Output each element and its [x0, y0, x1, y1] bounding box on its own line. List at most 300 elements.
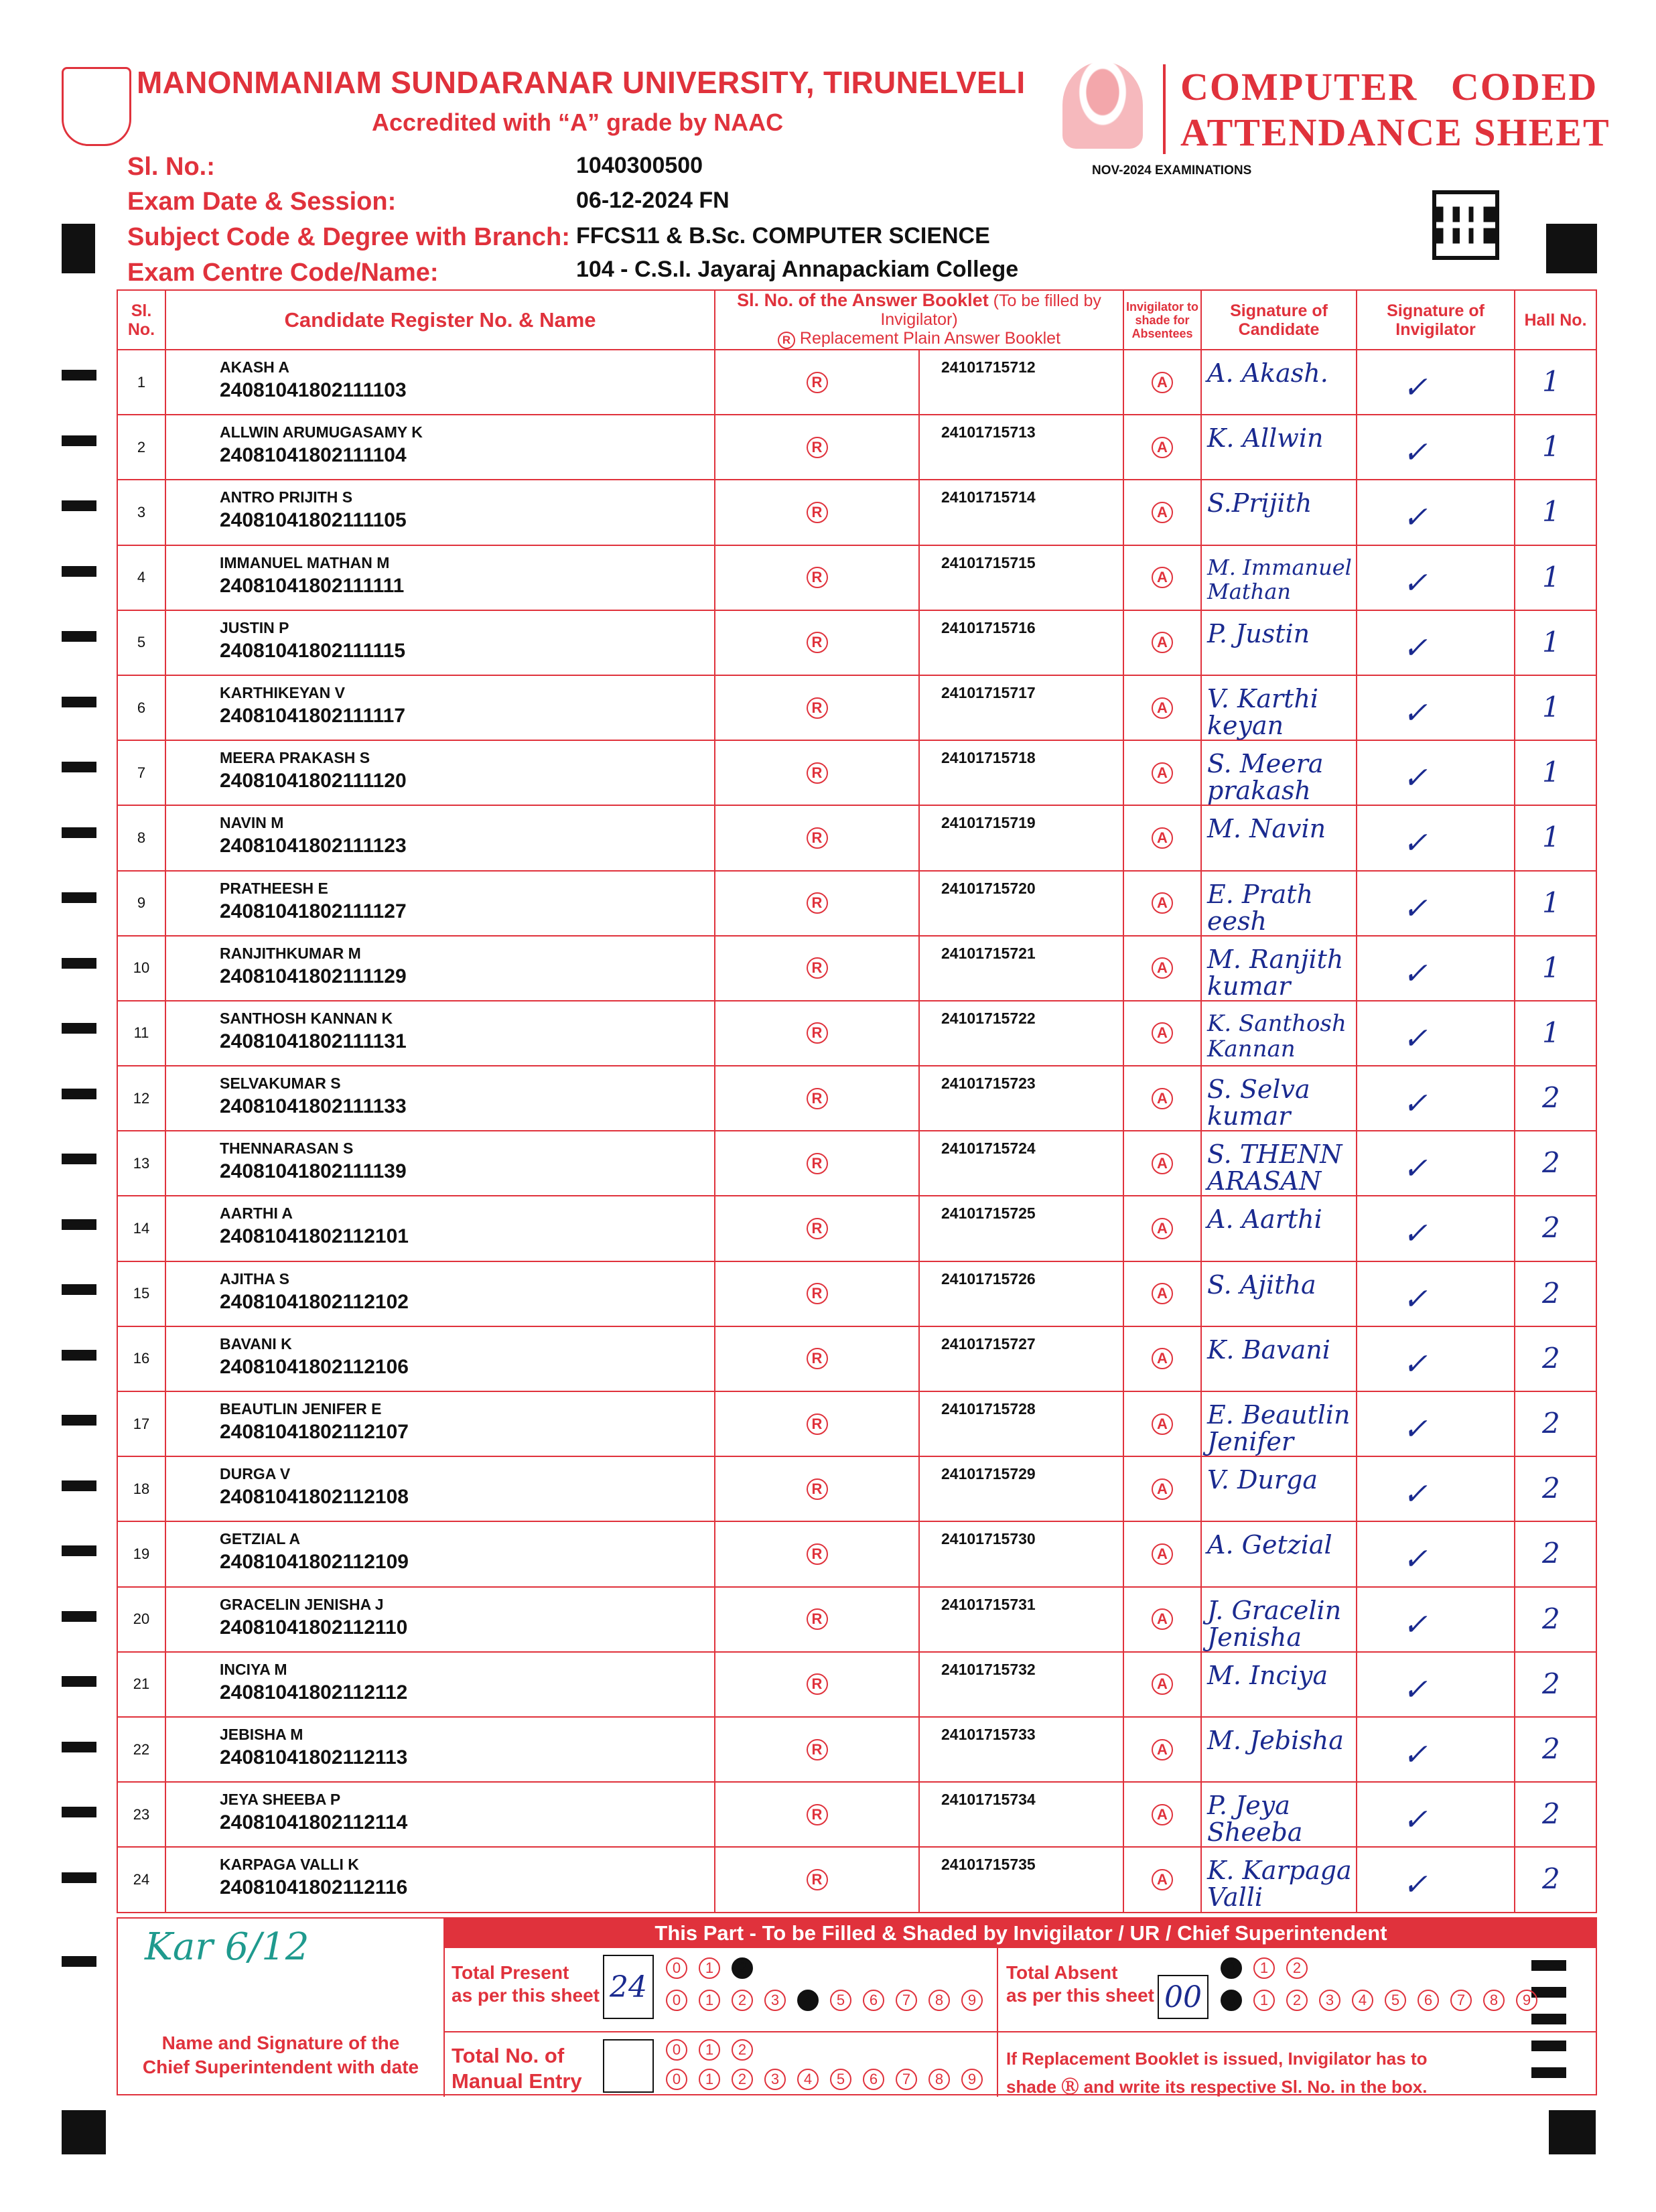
digit-bubble[interactable]: 5 — [1385, 1990, 1406, 2011]
row-absent[interactable] — [1123, 1066, 1201, 1131]
row-replacement[interactable] — [715, 1001, 919, 1066]
timing-mark — [62, 1284, 96, 1295]
row-replacement[interactable] — [715, 545, 919, 610]
row-hall — [1515, 415, 1596, 480]
row-sl: 20 — [117, 1587, 165, 1652]
candidate-signature: A. Getzial — [1207, 1530, 1332, 1560]
candidate-name: BEAUTLIN JENIFER E — [220, 1400, 382, 1418]
replacement-bubble[interactable]: R — [807, 1218, 828, 1239]
row-replacement[interactable] — [715, 1782, 919, 1847]
absent-bubble[interactable]: A — [1152, 1088, 1173, 1109]
digit-bubble[interactable]: 8 — [1483, 1990, 1505, 2011]
replacement-note-1: If Replacement Booklet is issued, Invigilator has to — [1006, 2049, 1428, 2069]
replacement-bubble[interactable]: R — [807, 1088, 828, 1109]
row-candidate-signature — [1201, 675, 1357, 740]
manual-tens-bubbles[interactable] — [666, 2039, 764, 2061]
timing-mark — [62, 1154, 96, 1164]
row-sl: 12 — [117, 1066, 165, 1131]
digit-bubble[interactable]: 3 — [764, 2069, 786, 2090]
row-sl: 3 — [117, 480, 165, 545]
row-replacement[interactable] — [715, 1391, 919, 1456]
row-replacement[interactable] — [715, 1847, 919, 1912]
col-sl: Sl. No. — [117, 290, 165, 350]
row-replacement[interactable] — [715, 480, 919, 545]
exam-date-value: 06-12-2024 FN — [576, 188, 730, 213]
digit-bubble[interactable]: 1 — [699, 1957, 720, 1979]
booklet-number: 24101715734 — [919, 1782, 1123, 1847]
row-absent[interactable] — [1123, 1326, 1201, 1391]
register-number: 24081041802111127 — [220, 900, 407, 922]
total-absent-label — [1006, 1961, 1154, 2007]
digit-bubble[interactable]: 1 — [1253, 1957, 1275, 1979]
table-row — [117, 1782, 1596, 1847]
hall-number: 1 — [1542, 886, 1560, 919]
timing-mark — [62, 958, 96, 969]
digit-bubble[interactable]: 1 — [1253, 1990, 1275, 2011]
row-sl: 1 — [117, 350, 165, 415]
digit-bubble[interactable]: 4 — [1352, 1990, 1373, 2011]
university-name: MANONMANIAM SUNDARANAR UNIVERSITY, TIRUNELVELI — [137, 65, 1026, 100]
absent-bubble[interactable]: A — [1152, 1608, 1173, 1630]
replacement-bubble[interactable]: R — [807, 1673, 828, 1695]
invigilator-signature: ✓ — [1403, 1412, 1428, 1446]
digit-bubble[interactable]: 1 — [699, 1990, 720, 2011]
candidate-signature: V. Durga — [1207, 1465, 1318, 1495]
row-replacement[interactable] — [715, 740, 919, 805]
booklet-number: 24101715719 — [919, 805, 1123, 870]
total-present-box[interactable]: 24 — [603, 1955, 654, 2019]
row-replacement[interactable] — [715, 805, 919, 870]
digit-bubble[interactable]: 3 — [1319, 1990, 1340, 2011]
header-divider — [1163, 64, 1166, 154]
row-absent[interactable] — [1123, 936, 1201, 1001]
absent-tens-bubbles[interactable] — [1221, 1957, 1319, 1979]
timing-mark — [62, 1956, 96, 1967]
absent-bubble[interactable]: A — [1152, 1739, 1173, 1760]
absent-bubble[interactable]: A — [1152, 957, 1173, 979]
replacement-bubble[interactable]: R — [807, 1804, 828, 1825]
absent-bubble[interactable]: A — [1152, 567, 1173, 588]
col-booklet-main: Sl. No. of the Answer Booklet — [737, 290, 989, 310]
digit-bubble[interactable]: 8 — [928, 1990, 950, 2011]
booklet-number: 24101715717 — [919, 675, 1123, 740]
digit-bubble[interactable]: 0 — [666, 1957, 687, 1979]
booklet-number: 24101715726 — [919, 1261, 1123, 1326]
exam-note: NOV-2024 EXAMINATIONS — [1092, 163, 1252, 178]
row-absent[interactable] — [1123, 871, 1201, 936]
replacement-bubble[interactable]: R — [807, 1283, 828, 1304]
exam-date-label: Exam Date & Session: — [127, 188, 397, 216]
row-replacement[interactable] — [715, 610, 919, 675]
digit-bubble[interactable]: 1 — [699, 2039, 720, 2061]
replacement-bubble[interactable]: R — [807, 762, 828, 784]
candidate-name: JEYA SHEEBA P — [220, 1791, 341, 1809]
digit-bubble[interactable]: 1 — [699, 2069, 720, 2090]
register-number: 24081041802111131 — [220, 1030, 407, 1052]
row-replacement[interactable] — [715, 1261, 919, 1326]
absent-bubble[interactable]: A — [1152, 762, 1173, 784]
replacement-bubble[interactable]: R — [807, 957, 828, 979]
row-sl: 14 — [117, 1196, 165, 1261]
row-hall — [1515, 1391, 1596, 1456]
row-sl: 18 — [117, 1456, 165, 1521]
centre-label: Exam Centre Code/Name: — [127, 259, 439, 287]
candidate-name: AKASH A — [220, 358, 289, 376]
table-row — [117, 871, 1596, 936]
row-absent[interactable] — [1123, 1587, 1201, 1652]
hall-number: 1 — [1542, 1016, 1560, 1049]
booklet-number: 24101715728 — [919, 1391, 1123, 1456]
row-replacement[interactable] — [715, 415, 919, 480]
row-absent[interactable] — [1123, 350, 1201, 415]
accreditation-text: Accredited with “A” grade by NAAC — [372, 109, 784, 136]
row-hall — [1515, 610, 1596, 675]
digit-bubble[interactable]: 6 — [1418, 1990, 1439, 2011]
timing-mark — [62, 1742, 96, 1752]
digit-bubble[interactable]: 0 — [666, 2039, 687, 2061]
booklet-number: 24101715722 — [919, 1001, 1123, 1066]
row-absent[interactable] — [1123, 740, 1201, 805]
digit-bubble[interactable]: 0 — [666, 2069, 687, 2090]
digit-bubble[interactable]: 3 — [764, 1990, 786, 2011]
replacement-bubble[interactable]: R — [807, 1022, 828, 1044]
hall-number: 2 — [1542, 1276, 1560, 1310]
row-replacement[interactable] — [715, 675, 919, 740]
row-invigilator-signature — [1357, 1261, 1515, 1326]
row-absent[interactable] — [1123, 1521, 1201, 1586]
row-candidate — [165, 740, 715, 805]
booklet-number: 24101715713 — [919, 415, 1123, 480]
row-invigilator-signature — [1357, 1391, 1515, 1456]
invigilator-signature: ✓ — [1403, 565, 1428, 600]
booklet-number: 24101715716 — [919, 610, 1123, 675]
digit-bubble[interactable]: 7 — [1450, 1990, 1472, 2011]
row-candidate-signature — [1201, 1847, 1357, 1912]
replacement-bubble[interactable]: R — [807, 437, 828, 458]
row-replacement[interactable] — [715, 1652, 919, 1717]
replacement-bubble[interactable]: R — [807, 1413, 828, 1435]
row-hall — [1515, 675, 1596, 740]
absent-bubble[interactable]: A — [1152, 1478, 1173, 1500]
table-row — [117, 610, 1596, 675]
row-replacement[interactable] — [715, 1326, 919, 1391]
absent-bubble[interactable]: A — [1152, 1543, 1173, 1565]
row-replacement[interactable] — [715, 1456, 919, 1521]
chief-label-line-1: Name and Signature of the — [161, 2032, 400, 2053]
row-absent[interactable] — [1123, 480, 1201, 545]
row-candidate-signature — [1201, 1001, 1357, 1066]
absent-bubble[interactable]: A — [1152, 1022, 1173, 1044]
table-row — [117, 1001, 1596, 1066]
booklet-number: 24101715735 — [919, 1847, 1123, 1912]
candidate-name: SANTHOSH KANNAN K — [220, 1009, 393, 1027]
row-candidate — [165, 1131, 715, 1196]
row-replacement[interactable] — [715, 1066, 919, 1131]
invigilator-signature: ✓ — [1403, 1152, 1428, 1186]
table-row — [117, 1066, 1596, 1131]
row-candidate-signature — [1201, 1587, 1357, 1652]
timing-mark — [62, 1807, 96, 1817]
attendance-table — [117, 289, 1597, 1913]
register-number: 24081041802111104 — [220, 444, 407, 467]
row-absent[interactable] — [1123, 1261, 1201, 1326]
row-sl: 6 — [117, 675, 165, 740]
candidate-signature: S. Ajitha — [1207, 1269, 1316, 1300]
digit-bubble[interactable]: 4 — [797, 1990, 819, 2011]
row-candidate-signature — [1201, 740, 1357, 805]
row-absent[interactable] — [1123, 1652, 1201, 1717]
timing-mark — [62, 1089, 96, 1099]
digit-bubble[interactable]: 7 — [896, 1990, 917, 2011]
table-row — [117, 740, 1596, 805]
replacement-bubble[interactable]: R — [807, 567, 828, 588]
total-absent-box[interactable]: 00 — [1158, 1975, 1209, 2019]
register-number: 24081041802111129 — [220, 965, 407, 987]
digit-bubble[interactable]: 7 — [896, 2069, 917, 2090]
row-sl: 7 — [117, 740, 165, 805]
absent-bubble[interactable]: A — [1152, 1153, 1173, 1174]
hall-number: 1 — [1542, 495, 1560, 529]
absent-bubble[interactable]: A — [1152, 1348, 1173, 1369]
row-absent[interactable] — [1123, 610, 1201, 675]
row-sl: 19 — [117, 1521, 165, 1586]
timing-mark — [62, 370, 96, 381]
absent-unit-bubbles[interactable] — [1221, 1990, 1549, 2011]
row-candidate-signature — [1201, 415, 1357, 480]
timing-mark — [62, 566, 96, 577]
invigilator-signature: ✓ — [1403, 956, 1428, 991]
row-hall — [1515, 805, 1596, 870]
row-candidate-signature — [1201, 1652, 1357, 1717]
candidate-signature: S. Selva kumar — [1207, 1075, 1310, 1131]
digit-bubble[interactable]: 2 — [1286, 1990, 1308, 2011]
absent-bubble[interactable]: A — [1152, 1413, 1173, 1435]
row-candidate — [165, 675, 715, 740]
absent-bubble[interactable]: A — [1152, 892, 1173, 914]
digit-bubble[interactable]: 0 — [666, 1990, 687, 2011]
manual-unit-bubbles[interactable] — [666, 2069, 994, 2090]
absent-bubble[interactable]: A — [1152, 697, 1173, 719]
replacement-bubble[interactable]: R — [807, 1869, 828, 1890]
row-candidate — [165, 1391, 715, 1456]
row-candidate — [165, 610, 715, 675]
timing-mark — [62, 1415, 96, 1426]
absent-bubble[interactable]: A — [1152, 502, 1173, 523]
invigilator-signature: ✓ — [1403, 1021, 1428, 1056]
total-present-label — [452, 1961, 600, 2007]
hall-number: 2 — [1542, 1797, 1560, 1831]
table-row — [117, 1456, 1596, 1521]
qr-code — [1432, 190, 1499, 260]
invigilator-signature: ✓ — [1403, 1868, 1428, 1903]
row-sl: 13 — [117, 1131, 165, 1196]
digit-bubble[interactable]: 6 — [863, 2069, 884, 2090]
digit-bubble[interactable]: 5 — [830, 1990, 851, 2011]
candidate-signature: P. Jeya Sheeba — [1207, 1791, 1303, 1848]
table-row — [117, 1521, 1596, 1586]
register-number: 24081041802111139 — [220, 1160, 407, 1183]
row-sl: 8 — [117, 805, 165, 870]
manual-entry-box[interactable] — [603, 2039, 654, 2093]
row-candidate-signature — [1201, 1456, 1357, 1521]
register-number: 24081041802111123 — [220, 835, 407, 857]
absent-bubble[interactable]: A — [1152, 1283, 1173, 1304]
digit-bubble[interactable]: 2 — [732, 1990, 753, 2011]
digit-bubble[interactable]: 2 — [1286, 1957, 1308, 1979]
row-replacement[interactable] — [715, 1196, 919, 1261]
row-sl: 16 — [117, 1326, 165, 1391]
r-bubble-icon: R — [778, 332, 795, 349]
replacement-bubble[interactable]: R — [807, 1543, 828, 1565]
absent-bubble[interactable]: A — [1152, 1218, 1173, 1239]
table-header-row — [117, 290, 1596, 350]
row-replacement[interactable] — [715, 1521, 919, 1586]
col-absent: Invigilator to shade for Absentees — [1123, 290, 1201, 350]
col-booklet-sub: Replacement Plain Answer Booklet — [799, 329, 1061, 348]
row-absent[interactable] — [1123, 805, 1201, 870]
hall-number: 2 — [1542, 1602, 1560, 1635]
candidate-signature: A. Akash. — [1207, 358, 1328, 388]
replacement-bubble[interactable]: R — [807, 1739, 828, 1760]
row-absent[interactable] — [1123, 1391, 1201, 1456]
row-candidate — [165, 545, 715, 610]
col-booklet — [715, 290, 1123, 350]
row-replacement[interactable] — [715, 871, 919, 936]
absent-bubble[interactable]: A — [1152, 437, 1173, 458]
digit-bubble[interactable]: 2 — [732, 1957, 753, 1979]
invigilator-signature: ✓ — [1403, 1346, 1428, 1381]
row-candidate — [165, 936, 715, 1001]
founder-portrait — [1062, 62, 1143, 149]
register-number: 24081041802112102 — [220, 1290, 409, 1313]
digit-bubble[interactable]: 2 — [732, 2039, 753, 2061]
present-tens-bubbles[interactable] — [666, 1957, 764, 1979]
row-hall — [1515, 1587, 1596, 1652]
row-sl: 23 — [117, 1782, 165, 1847]
digit-bubble[interactable]: 5 — [830, 2069, 851, 2090]
hall-number: 2 — [1542, 1667, 1560, 1700]
replacement-bubble[interactable]: R — [807, 827, 828, 849]
absent-bubble[interactable]: A — [1152, 372, 1173, 393]
absent-bubble[interactable]: A — [1152, 827, 1173, 849]
replacement-bubble[interactable]: R — [807, 1608, 828, 1630]
absent-bubble[interactable]: A — [1152, 1673, 1173, 1695]
timing-mark — [62, 631, 96, 642]
row-hall — [1515, 871, 1596, 936]
row-invigilator-signature — [1357, 480, 1515, 545]
absent-bubble[interactable]: A — [1152, 1869, 1173, 1890]
candidate-signature: S. THENN ARASAN — [1207, 1139, 1342, 1196]
replacement-bubble[interactable]: R — [807, 632, 828, 653]
row-candidate — [165, 1717, 715, 1782]
booklet-number: 24101715715 — [919, 545, 1123, 610]
row-invigilator-signature — [1357, 1652, 1515, 1717]
row-absent[interactable] — [1123, 1196, 1201, 1261]
total-present-label-1: Total Present — [452, 1962, 569, 1983]
row-absent[interactable] — [1123, 1782, 1201, 1847]
replacement-bubble[interactable]: R — [807, 892, 828, 914]
digit-bubble[interactable]: 2 — [732, 2069, 753, 2090]
row-hall — [1515, 350, 1596, 415]
absent-bubble[interactable]: A — [1152, 1804, 1173, 1825]
absent-bubble[interactable]: A — [1152, 632, 1173, 653]
manual-entry-label — [452, 2043, 582, 2094]
row-replacement[interactable] — [715, 1131, 919, 1196]
row-absent[interactable] — [1123, 675, 1201, 740]
digit-bubble[interactable]: 4 — [797, 2069, 819, 2090]
digit-bubble[interactable]: 9 — [961, 1990, 983, 2011]
row-invigilator-signature — [1357, 1782, 1515, 1847]
row-hall — [1515, 936, 1596, 1001]
row-absent[interactable] — [1123, 1456, 1201, 1521]
sheet-title — [1180, 64, 1610, 155]
hall-number: 2 — [1542, 1081, 1560, 1115]
digit-bubble[interactable]: 0 — [1221, 1957, 1242, 1979]
row-candidate — [165, 1456, 715, 1521]
replacement-bubble[interactable]: R — [807, 1478, 828, 1500]
replacement-bubble[interactable]: R — [807, 697, 828, 719]
candidate-signature: M. Navin — [1207, 814, 1326, 844]
invigilator-signature: ✓ — [1403, 1542, 1428, 1577]
row-absent[interactable] — [1123, 1131, 1201, 1196]
timing-mark — [62, 1545, 96, 1556]
row-sl: 4 — [117, 545, 165, 610]
hall-number: 2 — [1542, 1146, 1560, 1180]
row-candidate-signature — [1201, 1196, 1357, 1261]
timing-mark — [62, 435, 96, 446]
row-replacement[interactable] — [715, 936, 919, 1001]
row-replacement[interactable] — [715, 1717, 919, 1782]
digit-bubble[interactable]: 9 — [961, 2069, 983, 2090]
digit-bubble[interactable]: 9 — [1516, 1990, 1537, 2011]
booklet-number: 24101715732 — [919, 1652, 1123, 1717]
digit-bubble[interactable]: 0 — [1221, 1990, 1242, 2011]
row-candidate-signature — [1201, 350, 1357, 415]
booklet-number: 24101715725 — [919, 1196, 1123, 1261]
table-row — [117, 936, 1596, 1001]
row-sl: 5 — [117, 610, 165, 675]
row-invigilator-signature — [1357, 871, 1515, 936]
table-row — [117, 1131, 1596, 1196]
replacement-bubble[interactable]: R — [807, 1153, 828, 1174]
row-replacement[interactable] — [715, 350, 919, 415]
candidate-name: THENNARASAN S — [220, 1139, 354, 1158]
replacement-bubble[interactable]: R — [807, 502, 828, 523]
total-absent-label-1: Total Absent — [1006, 1962, 1118, 1983]
invigilator-signature: ✓ — [1403, 891, 1428, 926]
university-logo — [62, 67, 131, 146]
row-absent[interactable] — [1123, 1001, 1201, 1066]
row-absent[interactable] — [1123, 1847, 1201, 1912]
replacement-bubble[interactable]: R — [807, 372, 828, 393]
digit-bubble[interactable]: 6 — [863, 1990, 884, 2011]
booklet-number: 24101715730 — [919, 1521, 1123, 1586]
timing-mark — [62, 1219, 96, 1230]
digit-bubble[interactable]: 8 — [928, 2069, 950, 2090]
booklet-number: 24101715721 — [919, 936, 1123, 1001]
row-hall — [1515, 1456, 1596, 1521]
row-invigilator-signature — [1357, 1847, 1515, 1912]
row-absent[interactable] — [1123, 415, 1201, 480]
row-absent[interactable] — [1123, 545, 1201, 610]
replacement-bubble[interactable]: R — [807, 1348, 828, 1369]
row-absent[interactable] — [1123, 1717, 1201, 1782]
row-replacement[interactable] — [715, 1587, 919, 1652]
present-unit-bubbles[interactable] — [666, 1990, 994, 2011]
total-present-label-2: as per this sheet — [452, 1985, 600, 2006]
register-number: 24081041802111133 — [220, 1095, 407, 1118]
candidate-name: BAVANI K — [220, 1334, 292, 1353]
